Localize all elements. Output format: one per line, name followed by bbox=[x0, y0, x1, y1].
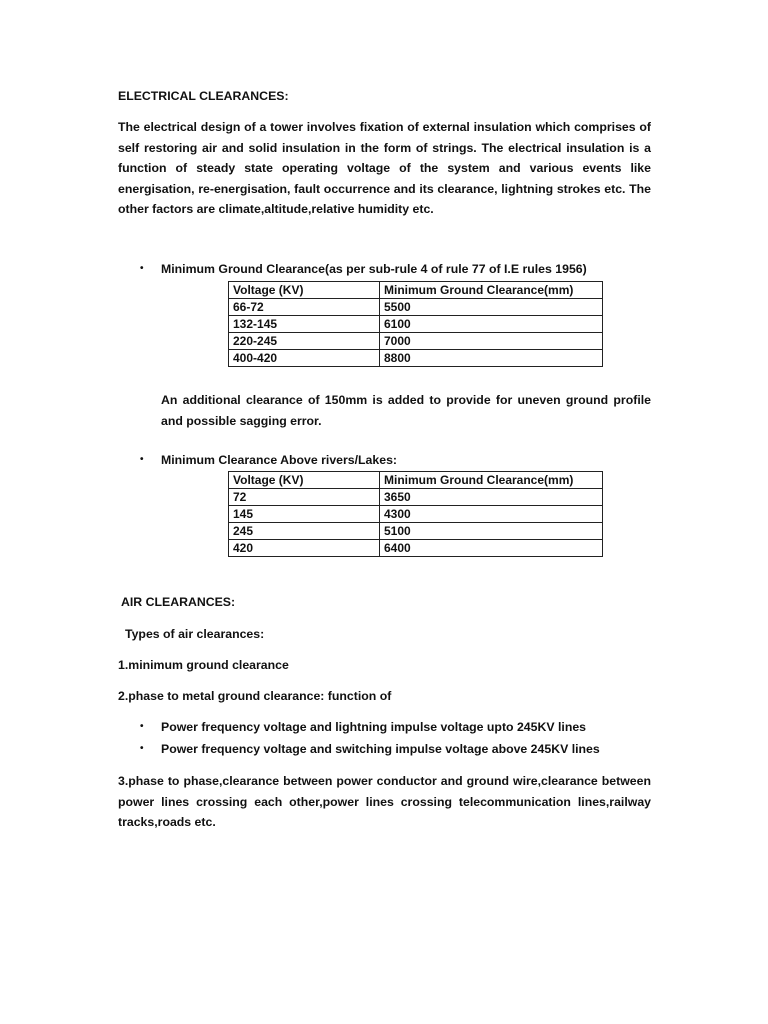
table-cell: 6100 bbox=[380, 316, 603, 333]
river-clearance-table bbox=[228, 471, 603, 557]
section2-bullet bbox=[0, 450, 768, 470]
section1-bullet bbox=[0, 259, 768, 279]
bullet-text: Power frequency voltage and lightning impulse voltage upto 245KV lines bbox=[161, 720, 587, 734]
table-row bbox=[229, 350, 603, 367]
bullet-icon: • bbox=[140, 454, 144, 465]
table-row bbox=[229, 299, 603, 316]
intro-paragraph: The electrical design of a tower involves fixation of external insulation which comprises of self restoring air and solid insulation in the form of strings. The electrical insulation is a function of steady state operating voltage of the system and various events like energisation, re-energisation, fault occurrence and its clearance, lightning strokes etc. The other factors are climate,altitude,relative humidity etc. bbox=[118, 120, 651, 216]
table-header-cell: Voltage (KV) bbox=[229, 472, 380, 489]
table-row bbox=[229, 540, 603, 557]
table-row bbox=[229, 506, 603, 523]
section2-title: Minimum Clearance Above rivers/Lakes: bbox=[161, 453, 398, 467]
additional-clearance-note: An additional clearance of 150mm is added to provide for uneven ground profile and possible sagging error. bbox=[161, 393, 651, 428]
bullet-text: Power frequency voltage and switching impulse voltage above 245KV lines bbox=[161, 742, 600, 756]
table-header-cell: Voltage (KV) bbox=[229, 282, 380, 299]
table-cell: 400-420 bbox=[229, 350, 380, 367]
table-cell: 132-145 bbox=[229, 316, 380, 333]
table-cell: 66-72 bbox=[229, 299, 380, 316]
table-row bbox=[229, 316, 603, 333]
table-cell: 145 bbox=[229, 506, 380, 523]
table-cell: 8800 bbox=[380, 350, 603, 367]
table-cell: 5100 bbox=[380, 523, 603, 540]
table-cell: 7000 bbox=[380, 333, 603, 350]
list-item-1: 1.minimum ground clearance bbox=[118, 658, 289, 672]
table-row bbox=[229, 489, 603, 506]
item2-bullet-2 bbox=[0, 739, 768, 759]
table-header-row bbox=[229, 282, 603, 299]
bullet-icon: • bbox=[140, 743, 144, 754]
table-row bbox=[229, 333, 603, 350]
section1-title: Minimum Ground Clearance(as per sub-rule 4 of rule 77 of I.E rules 1956) bbox=[161, 262, 587, 276]
bullet-icon: • bbox=[140, 263, 144, 274]
table-header-row bbox=[229, 472, 603, 489]
table-cell: 4300 bbox=[380, 506, 603, 523]
table-cell: 72 bbox=[229, 489, 380, 506]
table-header-cell: Minimum Ground Clearance(mm) bbox=[380, 282, 603, 299]
table-cell: 6400 bbox=[380, 540, 603, 557]
table-cell: 420 bbox=[229, 540, 380, 557]
page-heading: ELECTRICAL CLEARANCES: bbox=[118, 89, 289, 103]
types-heading: Types of air clearances: bbox=[125, 627, 265, 641]
table-cell: 220-245 bbox=[229, 333, 380, 350]
table-cell: 3650 bbox=[380, 489, 603, 506]
list-item-2: 2.phase to metal ground clearance: function of bbox=[118, 689, 392, 703]
table-cell: 5500 bbox=[380, 299, 603, 316]
table-header-cell: Minimum Ground Clearance(mm) bbox=[380, 472, 603, 489]
list-item-3: 3.phase to phase,clearance between power conductor and ground wire,clearance between power lines crossing each other,power lines crossing telecommunication lines,railway tracks,roads etc. bbox=[118, 774, 651, 829]
bullet-icon: • bbox=[140, 721, 144, 732]
ground-clearance-table bbox=[228, 281, 603, 367]
table-row bbox=[229, 523, 603, 540]
table-cell: 245 bbox=[229, 523, 380, 540]
air-clearances-heading: AIR CLEARANCES: bbox=[121, 595, 236, 609]
item2-bullet-1 bbox=[0, 717, 768, 737]
